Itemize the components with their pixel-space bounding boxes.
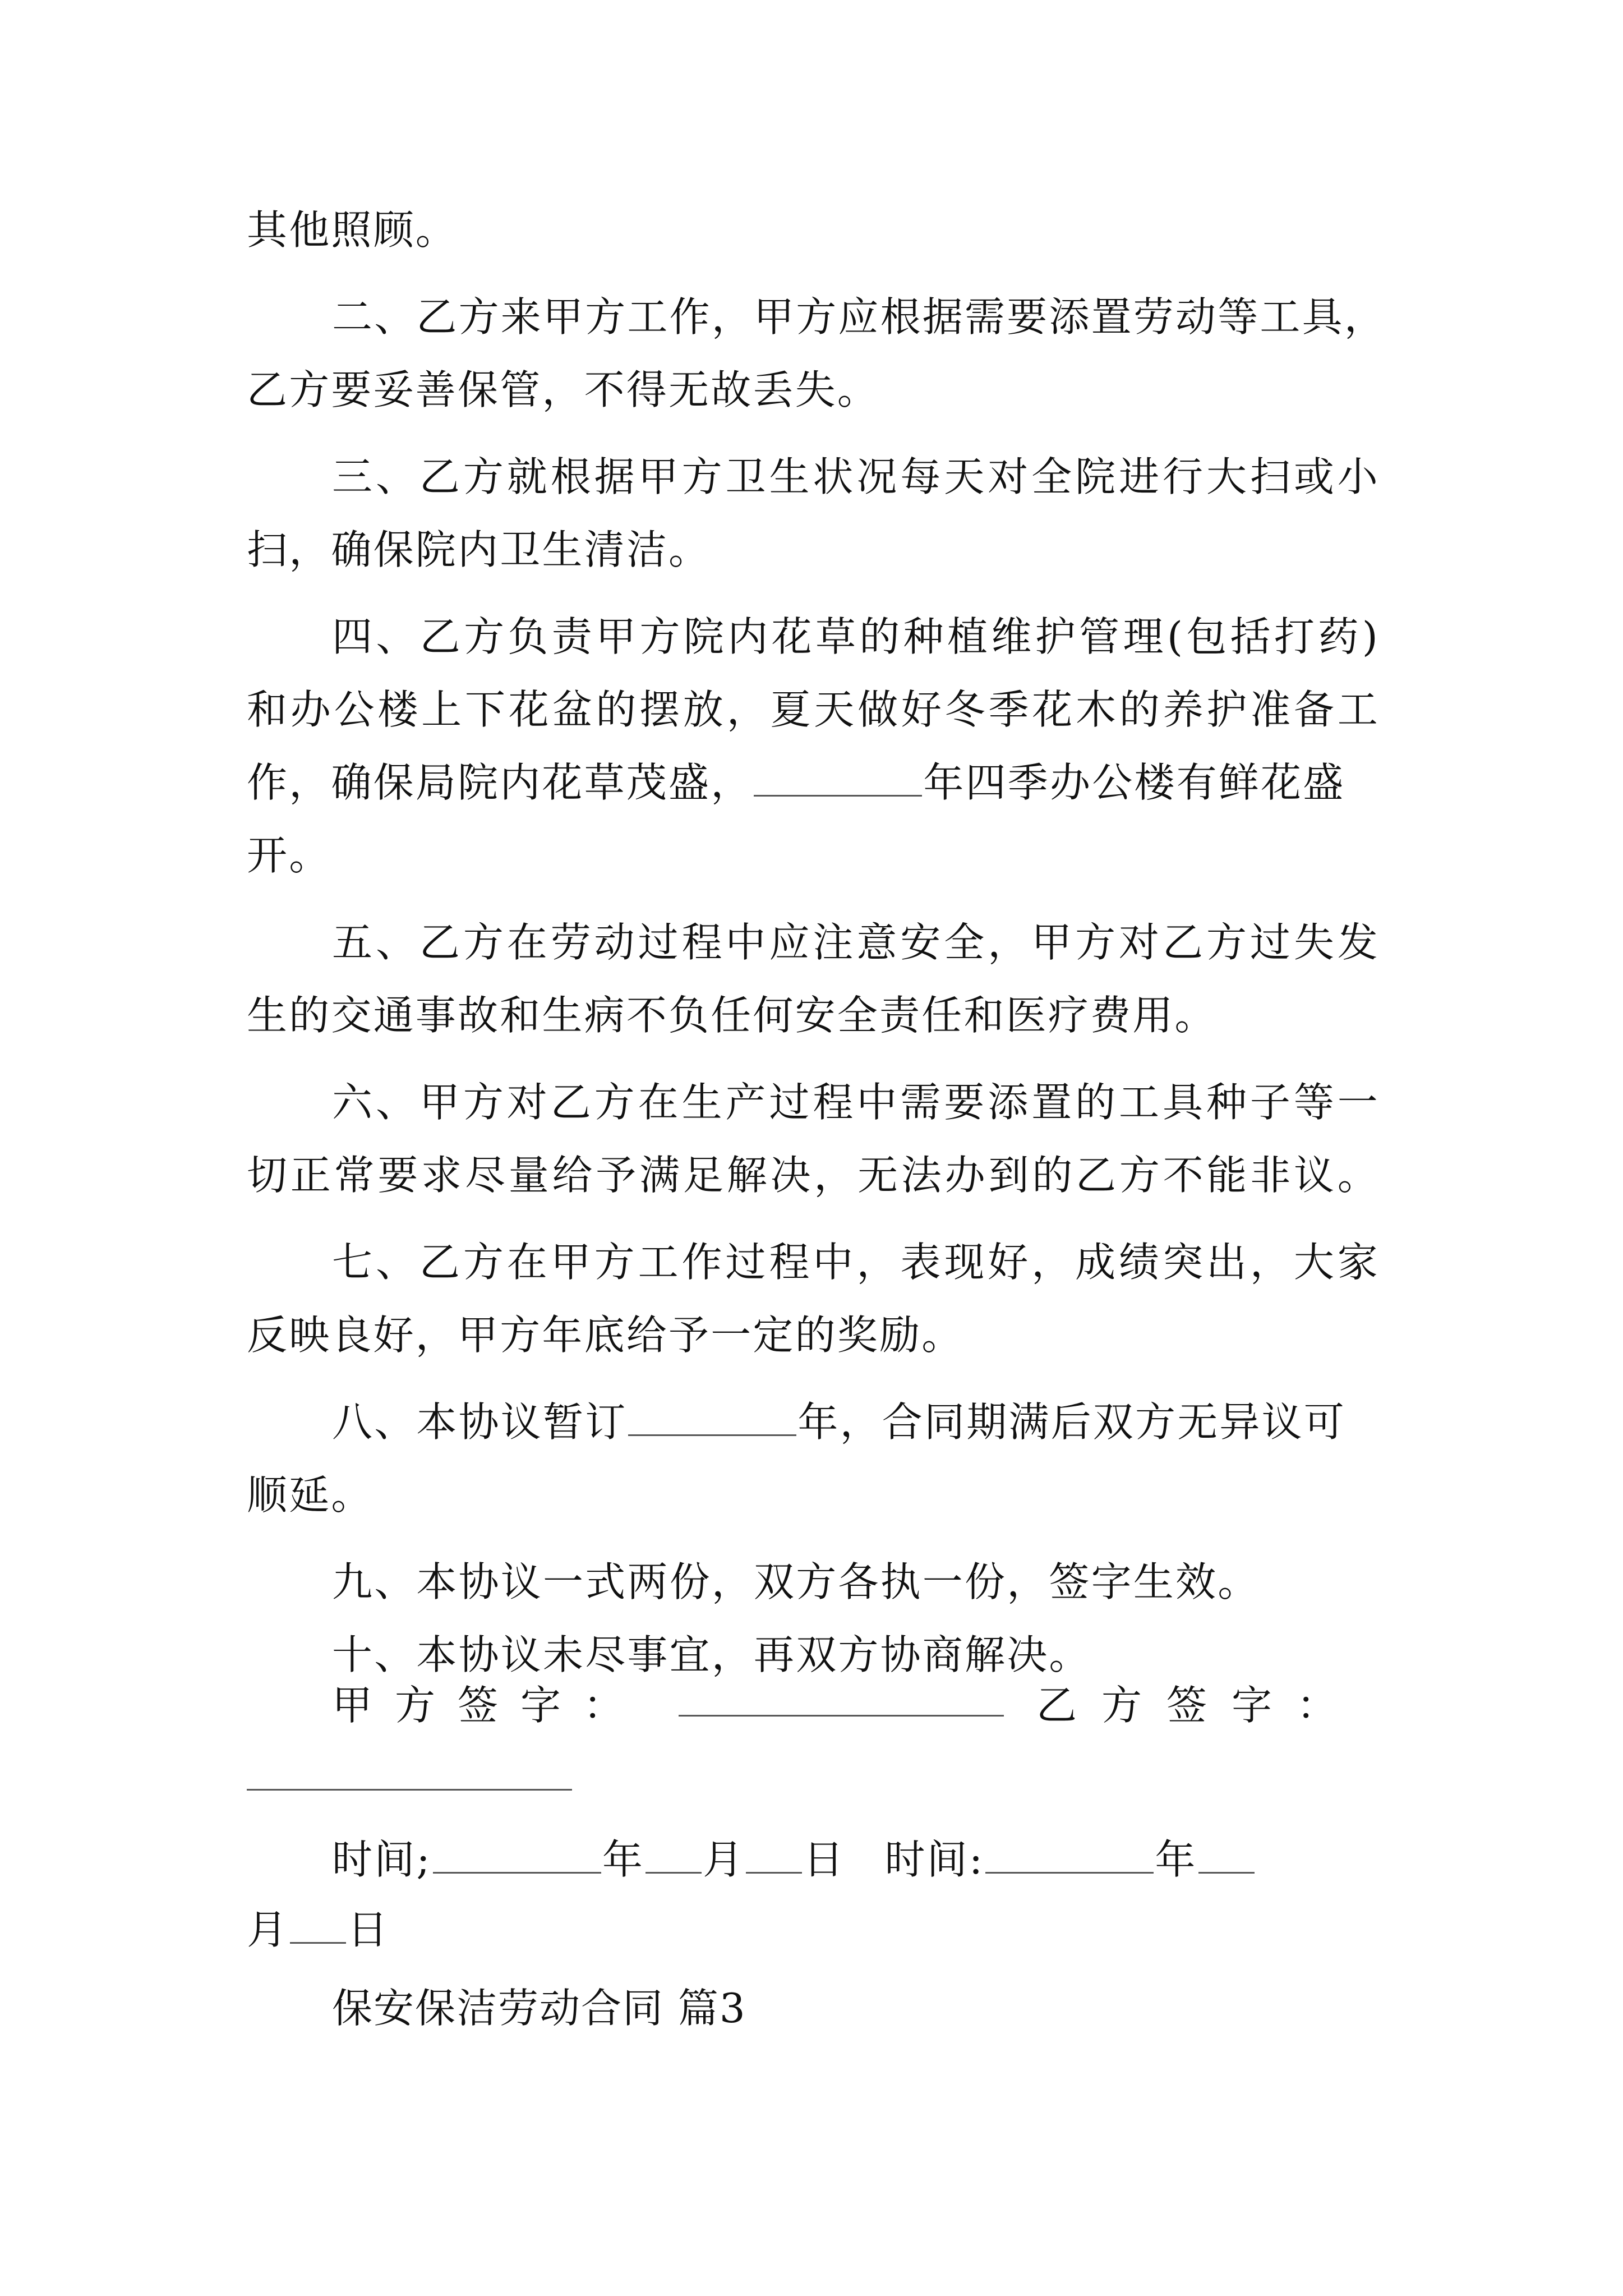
paragraph-line: 其他照顾。 [247, 206, 458, 254]
clause-9-line: 九、本协议一式两份，双方各执一份，签字生效。 [332, 1558, 1260, 1605]
year-a-label: 年 [602, 1836, 645, 1883]
blank-field[interactable] [754, 759, 922, 797]
year-b-field[interactable] [985, 1836, 1154, 1874]
date-line-2 [247, 1904, 389, 1955]
party-a-signature-label: 甲方签字： [332, 1682, 647, 1729]
day-a-label: 日 [803, 1836, 846, 1883]
time-b-label: 时间: [884, 1836, 985, 1883]
party-b-signature-label: 乙方签字： [1036, 1682, 1362, 1729]
clause-4-line-2 [247, 684, 1380, 735]
clause-8-text-b: 年，合同期满后双方无异议可 [797, 1398, 1347, 1446]
clause-6-line-2 [247, 1150, 1380, 1200]
clause-3-line-1 [332, 452, 1380, 502]
clause-4-line-1 [332, 611, 1380, 662]
year-b-label: 年 [1155, 1836, 1197, 1883]
clause-8-text-a: 八、本协议暂订 [332, 1398, 628, 1446]
signature-row [332, 1680, 1380, 1731]
clause-2-line-1 [332, 292, 1387, 342]
clause-7-line-1 [332, 1237, 1380, 1287]
day-b-field[interactable] [290, 1906, 346, 1944]
month-b-label: 月 [247, 1906, 289, 1953]
clause-10-line: 十、本协议未尽事宜，再双方协商解决。 [332, 1631, 1091, 1678]
date-line-1 [332, 1834, 1256, 1885]
party-a-signature-field[interactable] [679, 1715, 1004, 1717]
blank-field[interactable] [628, 1398, 796, 1436]
clause-3-text: 三、乙方就根据甲方卫生状况每天对全院进行大扫或小 [332, 453, 1380, 500]
month-b-blank-tail[interactable] [1198, 1836, 1255, 1874]
clause-4-line-4: 开。 [247, 832, 331, 879]
time-a-label: 时间; [332, 1836, 432, 1883]
clause-8-line-2: 顺延。 [247, 1471, 374, 1519]
day-b-label: 日 [347, 1906, 390, 1953]
clause-6-text-2: 切正常要求尽量给予满足解决，无法办到的乙方不能非议。 [247, 1152, 1380, 1199]
day-a-field[interactable] [746, 1836, 802, 1874]
clause-4-text: 四、乙方负责甲方院内花草的种植维护管理(包括打药) [332, 613, 1380, 660]
clause-6-line-1 [332, 1077, 1380, 1128]
party-b-signature-field[interactable] [247, 1789, 572, 1791]
document-page [247, 0, 1387, 2296]
clause-2-text: 二、乙方来甲方工作，甲方应根据需要添置劳动等工具， [332, 293, 1387, 341]
clause-4-text-3b: 年四季办公楼有鲜花盛 [923, 759, 1345, 806]
clause-5-line-2: 生的交通事故和生病不负任何安全责任和医疗费用。 [247, 992, 1217, 1039]
clause-7-text: 七、乙方在甲方工作过程中，表现好，成绩突出，大家 [332, 1239, 1380, 1286]
year-a-field[interactable] [433, 1836, 601, 1874]
clause-6-text: 六、甲方对乙方在生产过程中需要添置的工具种子等一 [332, 1079, 1380, 1126]
next-section-title: 保安保洁劳动合同 篇3 [332, 1985, 746, 2032]
month-a-field[interactable] [645, 1836, 702, 1874]
clause-8-line-1 [332, 1397, 1346, 1447]
month-a-label: 月 [703, 1836, 745, 1883]
clause-4-text-2: 和办公楼上下花盆的摆放，夏天做好冬季花木的养护准备工 [247, 686, 1380, 733]
clause-5-line-1 [332, 917, 1380, 968]
clause-2-line-2: 乙方要妥善保管，不得无故丢失。 [247, 366, 880, 413]
clause-7-line-2: 反映良好，甲方年底给予一定的奖励。 [247, 1312, 964, 1359]
clause-5-text: 五、乙方在劳动过程中应注意安全，甲方对乙方过失发 [332, 919, 1380, 966]
clause-3-line-2: 扫，确保院内卫生清洁。 [247, 526, 711, 573]
clause-4-text-3a: 作，确保局院内花草茂盛， [247, 759, 753, 806]
clause-4-line-3 [247, 757, 1380, 808]
